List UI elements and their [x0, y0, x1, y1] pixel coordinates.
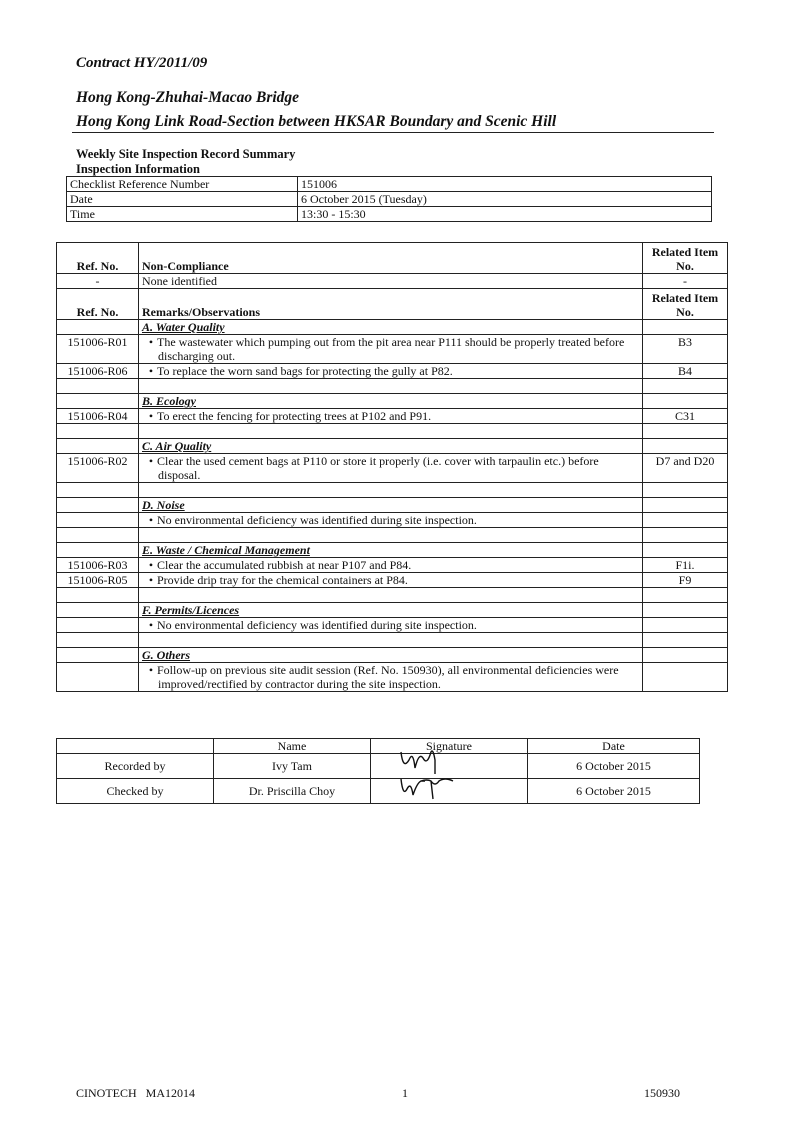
- section-ref-blank: [57, 603, 139, 618]
- spacer-cell: [139, 588, 643, 603]
- info-value: 6 October 2015 (Tuesday): [298, 192, 712, 207]
- noncompliance-desc: None identified: [139, 274, 643, 289]
- info-label: Time: [67, 207, 298, 222]
- header-ref-no: Ref. No.: [57, 243, 139, 274]
- observation-text: [139, 335, 643, 364]
- section-title: G. Others: [139, 648, 643, 663]
- section-title-row: [57, 498, 728, 513]
- info-label: Date: [67, 192, 298, 207]
- observation-ref: [57, 663, 139, 692]
- summary-title: Weekly Site Inspection Record Summary: [76, 147, 296, 161]
- footer-reference: CINOTECH MA12014: [76, 1086, 195, 1100]
- info-row: [67, 177, 712, 192]
- header-non-compliance: Non-Compliance: [139, 243, 643, 274]
- header-related-item: Related Item No.: [643, 243, 728, 274]
- signoff-name: Dr. Priscilla Choy: [214, 779, 371, 804]
- observation-text: [139, 409, 643, 424]
- info-row: [67, 207, 712, 222]
- info-value: 151006: [298, 177, 712, 192]
- spacer-row: [57, 483, 728, 498]
- header-remarks: Remarks/Observations: [139, 289, 643, 320]
- observation-bullet: • The wastewater which pumping out from the pit area near P111 should be properly treated before discharging out.: [142, 335, 639, 363]
- observation-ref: [57, 618, 139, 633]
- section-title: C. Air Quality: [139, 439, 643, 454]
- header-related-item: Related Item No.: [643, 289, 728, 320]
- spacer-cell: [57, 528, 139, 543]
- observation-row: [57, 663, 728, 692]
- spacer-row: [57, 588, 728, 603]
- info-row: [67, 192, 712, 207]
- section-ref-blank: [57, 320, 139, 335]
- inspection-info-table: [66, 176, 712, 222]
- observation-ref: 151006-R01: [57, 335, 139, 364]
- observation-bullet: • Clear the used cement bags at P110 or store it properly (i.e. cover with tarpaulin etc.) before disposal.: [142, 454, 639, 482]
- section-title-row: [57, 603, 728, 618]
- signoff-date: 6 October 2015: [528, 754, 700, 779]
- observation-row: [57, 573, 728, 588]
- section-related-blank: [643, 543, 728, 558]
- noncompliance-row: [57, 274, 728, 289]
- section-title-row: [57, 394, 728, 409]
- spacer-cell: [139, 633, 643, 648]
- observation-bullet: • No environmental deficiency was identified during site inspection.: [142, 513, 639, 527]
- section-ref-blank: [57, 648, 139, 663]
- spacer-row: [57, 528, 728, 543]
- spacer-cell: [57, 483, 139, 498]
- signoff-header-date: Date: [528, 739, 700, 754]
- spacer-cell: [643, 424, 728, 439]
- spacer-cell: [643, 379, 728, 394]
- observation-related: [643, 513, 728, 528]
- observation-related: D7 and D20: [643, 454, 728, 483]
- observation-ref: 151006-R03: [57, 558, 139, 573]
- signoff-header-name: Name: [214, 739, 371, 754]
- observation-row: [57, 558, 728, 573]
- observation-text: [139, 454, 643, 483]
- observation-text: [139, 364, 643, 379]
- spacer-row: [57, 424, 728, 439]
- section-title-row: [57, 543, 728, 558]
- section-ref-blank: [57, 394, 139, 409]
- noncompliance-ref: -: [57, 274, 139, 289]
- observation-related: [643, 618, 728, 633]
- section-ref-blank: [57, 498, 139, 513]
- observation-related: [643, 663, 728, 692]
- observation-text: [139, 618, 643, 633]
- observation-related: F1i.: [643, 558, 728, 573]
- spacer-cell: [57, 588, 139, 603]
- section-title-row: [57, 320, 728, 335]
- observation-row: [57, 409, 728, 424]
- spacer-row: [57, 379, 728, 394]
- section-ref-blank: [57, 543, 139, 558]
- signoff-role: Checked by: [57, 779, 214, 804]
- section-related-blank: [643, 498, 728, 513]
- observation-row: [57, 513, 728, 528]
- signoff-table: [56, 738, 700, 804]
- findings-table: [56, 242, 728, 692]
- observation-row: [57, 335, 728, 364]
- spacer-cell: [57, 379, 139, 394]
- observation-related: F9: [643, 573, 728, 588]
- observation-ref: 151006-R04: [57, 409, 139, 424]
- spacer-cell: [57, 424, 139, 439]
- section-title-row: [57, 648, 728, 663]
- observation-row: [57, 618, 728, 633]
- section-related-blank: [643, 439, 728, 454]
- header-ref-no: Ref. No.: [57, 289, 139, 320]
- section-title: D. Noise: [139, 498, 643, 513]
- inspection-info-title: Inspection Information: [76, 162, 200, 176]
- noncompliance-header-row: [57, 243, 728, 274]
- observation-bullet: • To erect the fencing for protecting trees at P102 and P91.: [142, 409, 639, 423]
- signoff-header-row: [57, 739, 700, 754]
- signoff-header-blank: [57, 739, 214, 754]
- signoff-role: Recorded by: [57, 754, 214, 779]
- observation-bullet: • Follow-up on previous site audit session (Ref. No. 150930), all environmental deficiencies were improved/rectified by contractor during the site inspection.: [142, 663, 639, 691]
- spacer-cell: [643, 528, 728, 543]
- info-label: Checklist Reference Number: [67, 177, 298, 192]
- remarks-header-row: [57, 289, 728, 320]
- spacer-cell: [139, 483, 643, 498]
- spacer-cell: [643, 633, 728, 648]
- signoff-row: [57, 779, 700, 804]
- signoff-date: 6 October 2015: [528, 779, 700, 804]
- spacer-cell: [139, 379, 643, 394]
- signoff-row: [57, 754, 700, 779]
- observation-ref: 151006-R06: [57, 364, 139, 379]
- section-title: E. Waste / Chemical Management: [139, 543, 643, 558]
- section-related-blank: [643, 394, 728, 409]
- observation-bullet: • Clear the accumulated rubbish at near P107 and P84.: [142, 558, 639, 572]
- section-title: B. Ecology: [139, 394, 643, 409]
- spacer-row: [57, 633, 728, 648]
- project-subtitle: Hong Kong Link Road-Section between HKSAR Boundary and Scenic Hill: [76, 113, 557, 130]
- observation-related: C31: [643, 409, 728, 424]
- section-title: A. Water Quality: [139, 320, 643, 335]
- spacer-cell: [57, 633, 139, 648]
- spacer-cell: [139, 424, 643, 439]
- observation-text: [139, 573, 643, 588]
- footer-code: 150930: [644, 1086, 680, 1100]
- section-related-blank: [643, 603, 728, 618]
- observation-ref: [57, 513, 139, 528]
- observation-bullet: • Provide drip tray for the chemical containers at P84.: [142, 573, 639, 587]
- noncompliance-related: -: [643, 274, 728, 289]
- header-divider: [72, 132, 714, 133]
- project-title: Hong Kong-Zhuhai-Macao Bridge: [76, 89, 300, 106]
- spacer-cell: [139, 528, 643, 543]
- signature-cell: [371, 779, 528, 804]
- observation-text: [139, 558, 643, 573]
- observation-bullet: • To replace the worn sand bags for protecting the gully at P82.: [142, 364, 639, 378]
- section-title-row: [57, 439, 728, 454]
- section-related-blank: [643, 320, 728, 335]
- observation-text: [139, 663, 643, 692]
- section-title: F. Permits/Licences: [139, 603, 643, 618]
- section-related-blank: [643, 648, 728, 663]
- section-ref-blank: [57, 439, 139, 454]
- signature-image: [391, 771, 481, 801]
- info-value: 13:30 - 15:30: [298, 207, 712, 222]
- signoff-header-signature: Signature: [371, 739, 528, 754]
- observation-row: [57, 454, 728, 483]
- observation-text: [139, 513, 643, 528]
- contract-number: Contract HY/2011/09: [76, 55, 208, 71]
- spacer-cell: [643, 483, 728, 498]
- observation-row: [57, 364, 728, 379]
- observation-ref: 151006-R05: [57, 573, 139, 588]
- spacer-cell: [643, 588, 728, 603]
- observation-related: B4: [643, 364, 728, 379]
- observation-ref: 151006-R02: [57, 454, 139, 483]
- page-number: 1: [402, 1086, 408, 1100]
- observation-bullet: • No environmental deficiency was identified during site inspection.: [142, 618, 639, 632]
- observation-related: B3: [643, 335, 728, 364]
- signoff-name: Ivy Tam: [214, 754, 371, 779]
